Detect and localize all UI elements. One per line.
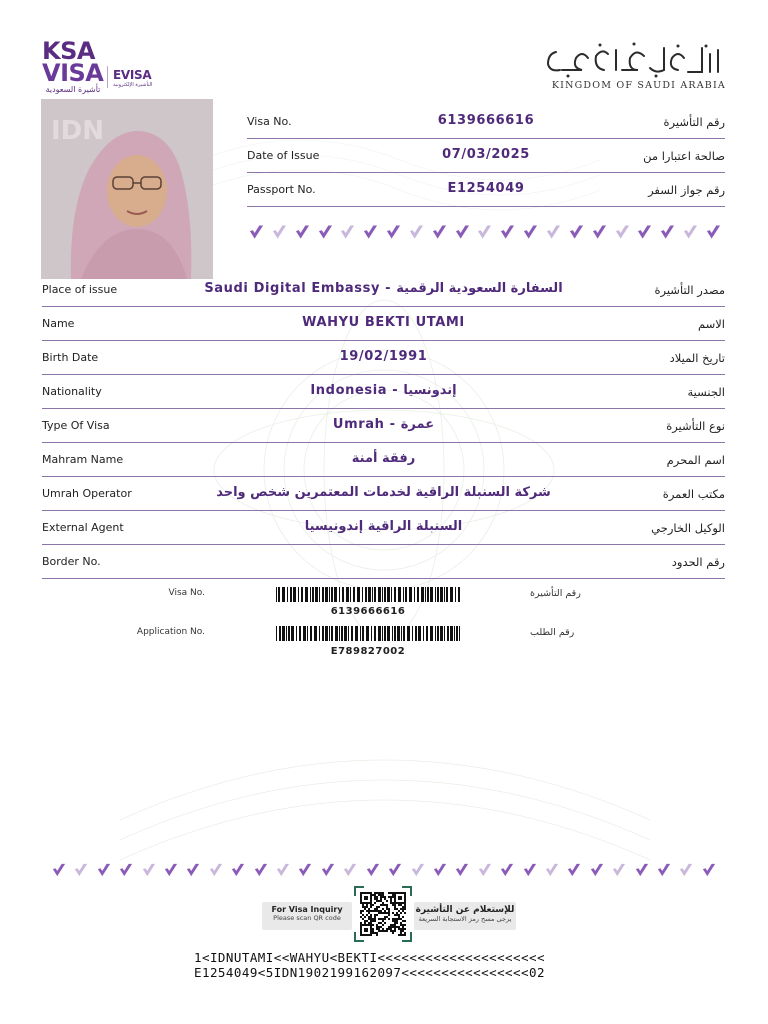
check-mark-icon: [321, 861, 335, 879]
check-mark-icon: [455, 861, 469, 879]
field-label-en: Place of issue: [42, 283, 118, 296]
ksa-logo-arabic: تأشيرة السعودية: [45, 85, 101, 94]
check-mark-icon: [657, 861, 671, 879]
kingdom-calligraphy-logo: [538, 40, 726, 80]
field-umrah-operator: [42, 477, 725, 511]
qr-sub-ar: يرجى مسح رمز الاستجابة السريعة: [418, 915, 512, 923]
check-mark-icon: [363, 222, 378, 242]
check-mark-icon: [500, 222, 515, 242]
check-mark-icon: [74, 861, 88, 879]
mrz-line-2: E1254049<5IDN1902199162097<<<<<<<<<<<<<<<<02: [194, 965, 545, 980]
check-mark-icon: [209, 861, 223, 879]
field-label-en: Birth Date: [42, 351, 99, 364]
field-value: Saudi Digital Embassy - السفارة السعودية الرقمية: [204, 281, 563, 296]
check-mark-icon: [340, 222, 355, 242]
field-label-en: Border No.: [42, 555, 101, 568]
logo-divider: [107, 66, 108, 88]
field-value: WAHYU BEKTI UTAMI: [302, 315, 465, 330]
field-label-en: Umrah Operator: [42, 487, 132, 500]
field-label-ar: رقم الحدود: [671, 555, 725, 569]
field-date-of-issue: [247, 139, 725, 173]
field-label-ar: الاسم: [697, 317, 725, 331]
ksa-logo-line1: KSA: [42, 37, 95, 65]
check-mark-icon: [272, 222, 287, 242]
field-label-en: Mahram Name: [42, 453, 124, 466]
check-mark-icon: [592, 222, 607, 242]
check-mark-icon: [683, 222, 698, 242]
check-mark-icon: [637, 222, 652, 242]
check-mark-icon: [635, 861, 649, 879]
check-mark-icon: [52, 861, 66, 879]
evisa-logo-text: EVISA: [113, 68, 152, 82]
check-mark-icon: [97, 861, 111, 879]
check-mark-icon: [298, 861, 312, 879]
field-label-ar: مكتب العمرة: [662, 487, 725, 501]
field-label-ar: رقم جواز السفر: [648, 183, 725, 197]
visa-inquiry-ar-box: [414, 902, 516, 930]
check-mark-icon: [409, 222, 424, 242]
kingdom-english-title: KINGDOM OF SAUDI ARABIA: [551, 80, 726, 91]
check-mark-icon: [612, 861, 626, 879]
field-label-ar: الوكيل الخارجي: [651, 521, 725, 535]
application-number-barcode: [276, 626, 460, 641]
barcode-application-label-en: Application No.: [136, 627, 205, 637]
field-value: السنبلة الراقية إندونيسيا: [304, 519, 463, 534]
check-mark-icon: [523, 861, 537, 879]
check-mark-icon: [119, 861, 133, 879]
barcode-visa-label-en: Visa No.: [168, 588, 205, 598]
field-name: [42, 307, 725, 341]
check-mark-icon: [545, 861, 559, 879]
ksa-logo-line2: VISA: [42, 59, 104, 87]
barcode-application-label-ar: رقم الطلب: [530, 627, 575, 638]
check-mark-icon: [142, 861, 156, 879]
field-external-agent: [42, 511, 725, 545]
check-mark-icon: [500, 861, 514, 879]
field-value: Indonesia - إندونسيا: [310, 383, 457, 398]
field-label-en: Visa No.: [247, 115, 292, 128]
check-mark-icon: [590, 861, 604, 879]
check-mark-icon: [433, 861, 447, 879]
check-mark-icon: [186, 861, 200, 879]
document-header: [0, 0, 768, 100]
field-label-ar: اسم المحرم: [666, 453, 725, 467]
barcode-application-number: E789827002: [330, 646, 406, 657]
check-mark-icon: [231, 861, 245, 879]
qr-title-ar: للإستعلام عن التأشيرة: [415, 905, 515, 915]
check-mark-icon: [386, 222, 401, 242]
field-label-en: Passport No.: [247, 183, 316, 196]
check-mark-icon: [388, 861, 402, 879]
ksa-visa-logo: [42, 37, 104, 94]
field-label-ar: صالحة اعتبارا من: [643, 149, 725, 163]
check-mark-icon: [343, 861, 357, 879]
check-mark-icon: [249, 222, 264, 242]
check-mark-icon: [254, 861, 268, 879]
qr-title-en: For Visa Inquiry: [271, 905, 343, 914]
barcode-visa-number: 6139666616: [330, 606, 406, 617]
check-mark-icon: [702, 861, 716, 879]
field-label-en: Type Of Visa: [42, 419, 110, 432]
field-value: شركة السنبلة الراقية لخدمات المعتمرين شخص واحد: [216, 485, 551, 500]
mrz-line-1: 1<IDNUTAMI<<WAHYU<BEKTI<<<<<<<<<<<<<<<<<<<<<: [194, 950, 545, 965]
check-mark-icon: [615, 222, 630, 242]
check-mark-icon: [295, 222, 310, 242]
check-mark-icon: [660, 222, 675, 242]
check-mark-icon: [523, 222, 538, 242]
field-value: رفقة أمنة: [351, 451, 416, 466]
field-label-ar: مصدر التأشيرة: [654, 283, 725, 297]
check-mark-icon: [679, 861, 693, 879]
field-label-en: External Agent: [42, 521, 124, 534]
field-type-of-visa: [42, 409, 725, 443]
applicant-photo-image: [41, 99, 213, 279]
field-label-en: Date of Issue: [247, 149, 320, 162]
field-nationality: [42, 375, 725, 409]
field-passport-no: [247, 173, 725, 207]
field-birth-date: [42, 341, 725, 375]
check-mark-icon: [455, 222, 470, 242]
evisa-logo: [113, 68, 152, 88]
field-label-en: Name: [42, 317, 75, 330]
check-mark-icon: [276, 861, 290, 879]
svg-text:IDN: IDN: [51, 116, 105, 146]
check-mark-icon: [366, 861, 380, 879]
field-border-no: [42, 545, 725, 579]
field-label-ar: الجنسية: [687, 385, 725, 399]
field-label-ar: تاريخ الميلاد: [669, 351, 725, 365]
check-mark-icon: [164, 861, 178, 879]
applicant-photo: [41, 99, 213, 279]
check-mark-icon: [546, 222, 561, 242]
check-mark-icon: [706, 222, 721, 242]
barcode-visa-label-ar: رقم التأشيرة: [530, 588, 581, 599]
qr-code[interactable]: [354, 886, 412, 942]
check-mark-band-bottom: [52, 861, 716, 881]
field-visa-no: [247, 105, 725, 139]
field-value: Umrah - عمرة: [332, 417, 435, 432]
check-mark-icon: [432, 222, 447, 242]
field-value: 6139666616: [437, 113, 535, 128]
check-mark-icon: [477, 222, 492, 242]
check-mark-icon: [411, 861, 425, 879]
check-mark-icon: [569, 222, 584, 242]
field-value: 07/03/2025: [442, 147, 530, 162]
check-mark-band-top: [249, 222, 721, 244]
check-mark-icon: [478, 861, 492, 879]
field-value: E1254049: [447, 181, 525, 196]
field-label-en: Nationality: [42, 385, 102, 398]
visa-inquiry-en-box: [262, 902, 352, 930]
qr-sub-en: Please scan QR code: [273, 914, 341, 922]
evisa-logo-sub: التأشيرة الإلكترونية: [113, 82, 153, 88]
check-mark-icon: [318, 222, 333, 242]
field-label-ar: رقم التأشيرة: [663, 115, 725, 129]
field-place-of-issue: [42, 273, 725, 307]
field-value: 19/02/1991: [339, 349, 428, 364]
field-mahram-name: [42, 443, 725, 477]
check-mark-icon: [567, 861, 581, 879]
visa-number-barcode: [276, 587, 460, 602]
field-label-ar: نوع التأشيرة: [666, 419, 725, 433]
